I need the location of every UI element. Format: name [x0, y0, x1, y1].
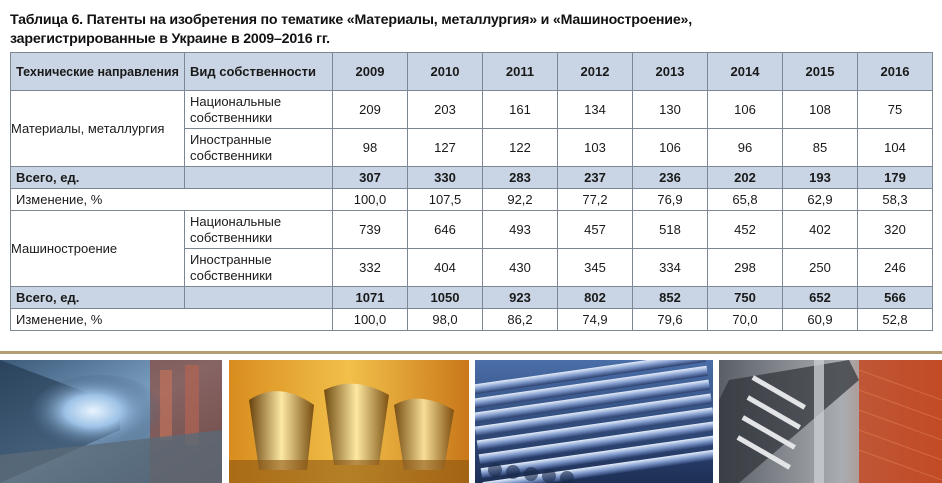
header-year: 2016: [858, 53, 933, 91]
value-cell: 209: [333, 91, 408, 129]
total-cell: 330: [408, 167, 483, 189]
value-cell: 130: [633, 91, 708, 129]
direction-machinery: Машиностроение: [11, 211, 185, 287]
change-row: [11, 189, 933, 211]
value-cell: 493: [483, 211, 558, 249]
total-cell: 1071: [333, 287, 408, 309]
value-cell: 402: [783, 211, 858, 249]
value-cell: 298: [708, 249, 783, 287]
patents-table: [10, 52, 933, 331]
header-year: 2014: [708, 53, 783, 91]
change-cell: 79,6: [633, 309, 708, 331]
value-cell: 320: [858, 211, 933, 249]
header-year: 2010: [408, 53, 483, 91]
owner-cell: Национальные собственники: [185, 91, 333, 129]
total-cell: 566: [858, 287, 933, 309]
table-caption: [10, 11, 935, 49]
change-cell: 77,2: [558, 189, 633, 211]
caption-line-2: зарегистрированные в Украине в 2009–2016 гг.: [10, 31, 330, 47]
value-cell: 332: [333, 249, 408, 287]
change-cell: 74,9: [558, 309, 633, 331]
value-cell: 106: [708, 91, 783, 129]
total-cell: 202: [708, 167, 783, 189]
value-cell: 96: [708, 129, 783, 167]
total-cell: 923: [483, 287, 558, 309]
value-cell: 345: [558, 249, 633, 287]
value-cell: 98: [333, 129, 408, 167]
header-year: 2012: [558, 53, 633, 91]
change-cell: 65,8: [708, 189, 783, 211]
change-cell: 92,2: [483, 189, 558, 211]
total-cell: 237: [558, 167, 633, 189]
steel-beam-photo: [0, 360, 222, 483]
change-cell: 62,9: [783, 189, 858, 211]
value-cell: 246: [858, 249, 933, 287]
change-cell: 98,0: [408, 309, 483, 331]
value-cell: 122: [483, 129, 558, 167]
header-year: 2009: [333, 53, 408, 91]
value-cell: 739: [333, 211, 408, 249]
change-label: Изменение, %: [11, 189, 333, 211]
steel-pipes-photo: [475, 360, 713, 483]
change-cell: 76,9: [633, 189, 708, 211]
caption-line-1: Таблица 6. Патенты на изобретения по тематике «Материалы, металлургия» и «Машиностроение»,: [10, 12, 692, 28]
value-cell: 85: [783, 129, 858, 167]
total-cell: 1050: [408, 287, 483, 309]
value-cell: 75: [858, 91, 933, 129]
industrial-machinery-photo: [719, 360, 942, 483]
change-cell: 107,5: [408, 189, 483, 211]
owner-cell: Национальные собственники: [185, 211, 333, 249]
total-row: [11, 167, 933, 189]
value-cell: 108: [783, 91, 858, 129]
total-cell: 193: [783, 167, 858, 189]
value-cell: 518: [633, 211, 708, 249]
value-cell: 404: [408, 249, 483, 287]
header-direction: Технические направления: [11, 53, 185, 91]
gold-cups-photo: [229, 360, 469, 483]
value-cell: 104: [858, 129, 933, 167]
header-year: 2013: [633, 53, 708, 91]
total-cell: 283: [483, 167, 558, 189]
table-row: [11, 211, 933, 249]
total-cell: 750: [708, 287, 783, 309]
empty-cell: [185, 287, 333, 309]
total-cell: 179: [858, 167, 933, 189]
change-cell: 52,8: [858, 309, 933, 331]
total-row: [11, 287, 933, 309]
value-cell: 250: [783, 249, 858, 287]
change-cell: 70,0: [708, 309, 783, 331]
change-cell: 58,3: [858, 189, 933, 211]
total-cell: 307: [333, 167, 408, 189]
header-ownership: Вид собственности: [185, 53, 333, 91]
header-year: 2011: [483, 53, 558, 91]
value-cell: 106: [633, 129, 708, 167]
change-row: [11, 309, 933, 331]
photo-separator: [0, 351, 942, 354]
direction-materials: Материалы, металлургия: [11, 91, 185, 167]
total-cell: 852: [633, 287, 708, 309]
total-label: Всего, ед.: [11, 167, 185, 189]
value-cell: 203: [408, 91, 483, 129]
empty-cell: [185, 167, 333, 189]
total-cell: 236: [633, 167, 708, 189]
total-cell: 802: [558, 287, 633, 309]
change-cell: 60,9: [783, 309, 858, 331]
value-cell: 334: [633, 249, 708, 287]
header-year: 2015: [783, 53, 858, 91]
change-label: Изменение, %: [11, 309, 333, 331]
value-cell: 646: [408, 211, 483, 249]
owner-cell: Иностранные собственники: [185, 129, 333, 167]
value-cell: 457: [558, 211, 633, 249]
value-cell: 103: [558, 129, 633, 167]
header-row: [11, 53, 933, 91]
change-cell: 100,0: [333, 309, 408, 331]
change-cell: 86,2: [483, 309, 558, 331]
owner-cell: Иностранные собственники: [185, 249, 333, 287]
value-cell: 134: [558, 91, 633, 129]
value-cell: 161: [483, 91, 558, 129]
change-cell: 100,0: [333, 189, 408, 211]
value-cell: 452: [708, 211, 783, 249]
total-cell: 652: [783, 287, 858, 309]
table-row: [11, 91, 933, 129]
value-cell: 430: [483, 249, 558, 287]
total-label: Всего, ед.: [11, 287, 185, 309]
value-cell: 127: [408, 129, 483, 167]
